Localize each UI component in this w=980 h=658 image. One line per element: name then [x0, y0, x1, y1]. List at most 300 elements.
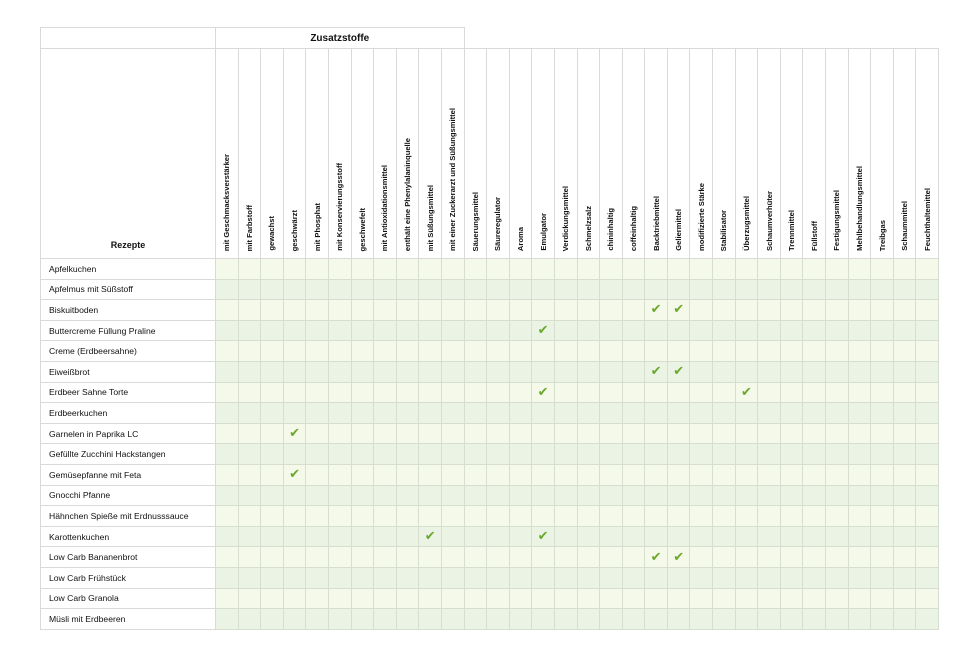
table-cell[interactable]: [713, 300, 736, 321]
table-cell[interactable]: [328, 485, 351, 506]
table-cell[interactable]: [690, 382, 713, 403]
table-cell[interactable]: [216, 341, 239, 362]
table-cell[interactable]: [713, 526, 736, 547]
table-cell[interactable]: [306, 279, 329, 300]
table-cell[interactable]: [622, 361, 645, 382]
table-cell[interactable]: [826, 588, 849, 609]
table-cell[interactable]: [916, 485, 939, 506]
table-cell[interactable]: [374, 547, 397, 568]
table-cell[interactable]: [216, 423, 239, 444]
table-cell[interactable]: [871, 279, 894, 300]
table-cell[interactable]: [464, 279, 487, 300]
table-cell[interactable]: [261, 320, 284, 341]
table-cell[interactable]: [848, 300, 871, 321]
table-cell[interactable]: [893, 506, 916, 527]
table-cell[interactable]: [487, 361, 510, 382]
table-cell[interactable]: [758, 300, 781, 321]
table-cell[interactable]: [713, 444, 736, 465]
table-cell[interactable]: [374, 567, 397, 588]
table-cell[interactable]: [871, 547, 894, 568]
table-cell[interactable]: [577, 588, 600, 609]
table-cell[interactable]: [622, 567, 645, 588]
table-cell[interactable]: [600, 567, 623, 588]
table-cell[interactable]: [622, 547, 645, 568]
table-cell[interactable]: [780, 423, 803, 444]
table-cell[interactable]: [871, 588, 894, 609]
table-cell[interactable]: [419, 361, 442, 382]
table-cell[interactable]: [487, 588, 510, 609]
table-cell[interactable]: [893, 526, 916, 547]
table-cell[interactable]: [600, 444, 623, 465]
table-cell[interactable]: [713, 609, 736, 630]
table-cell[interactable]: [893, 423, 916, 444]
table-cell[interactable]: [758, 547, 781, 568]
table-cell[interactable]: [758, 382, 781, 403]
table-cell[interactable]: [916, 588, 939, 609]
table-cell[interactable]: [871, 403, 894, 424]
table-cell[interactable]: [509, 300, 532, 321]
table-cell[interactable]: [351, 320, 374, 341]
table-cell[interactable]: [758, 320, 781, 341]
table-cell[interactable]: [532, 423, 555, 444]
table-cell[interactable]: [916, 526, 939, 547]
table-cell[interactable]: [735, 485, 758, 506]
table-cell[interactable]: [328, 423, 351, 444]
table-cell[interactable]: [216, 485, 239, 506]
table-cell[interactable]: [803, 609, 826, 630]
table-cell[interactable]: [216, 300, 239, 321]
table-cell[interactable]: [464, 361, 487, 382]
table-cell[interactable]: [645, 588, 668, 609]
table-cell[interactable]: [441, 506, 464, 527]
table-cell[interactable]: [735, 320, 758, 341]
table-cell[interactable]: [848, 526, 871, 547]
table-cell[interactable]: [667, 423, 690, 444]
table-cell[interactable]: [283, 259, 306, 280]
table-cell[interactable]: [261, 361, 284, 382]
table-cell[interactable]: [780, 300, 803, 321]
table-cell[interactable]: [306, 259, 329, 280]
table-cell[interactable]: [713, 485, 736, 506]
table-cell[interactable]: [554, 506, 577, 527]
table-cell[interactable]: [532, 361, 555, 382]
table-cell[interactable]: [328, 403, 351, 424]
table-cell[interactable]: [826, 526, 849, 547]
table-cell[interactable]: [441, 444, 464, 465]
table-cell[interactable]: [690, 444, 713, 465]
table-cell[interactable]: [600, 526, 623, 547]
table-cell[interactable]: [532, 259, 555, 280]
table-cell[interactable]: [509, 361, 532, 382]
table-cell[interactable]: [554, 444, 577, 465]
table-cell[interactable]: [758, 259, 781, 280]
table-cell[interactable]: [238, 588, 261, 609]
table-cell[interactable]: [441, 547, 464, 568]
table-cell[interactable]: [893, 361, 916, 382]
table-cell[interactable]: [600, 279, 623, 300]
table-cell[interactable]: [351, 341, 374, 362]
table-cell[interactable]: [441, 320, 464, 341]
table-cell[interactable]: [351, 485, 374, 506]
table-cell[interactable]: [667, 506, 690, 527]
table-cell[interactable]: [487, 320, 510, 341]
table-cell[interactable]: [893, 567, 916, 588]
table-cell[interactable]: [577, 423, 600, 444]
table-cell[interactable]: [803, 300, 826, 321]
table-cell[interactable]: [622, 320, 645, 341]
table-cell[interactable]: [667, 382, 690, 403]
table-cell[interactable]: [351, 403, 374, 424]
table-cell[interactable]: [893, 588, 916, 609]
table-cell[interactable]: [441, 259, 464, 280]
table-cell[interactable]: [871, 300, 894, 321]
table-cell[interactable]: [713, 320, 736, 341]
table-cell[interactable]: [464, 403, 487, 424]
table-cell[interactable]: [667, 588, 690, 609]
table-cell[interactable]: [532, 464, 555, 485]
table-cell[interactable]: [464, 485, 487, 506]
table-cell[interactable]: [916, 300, 939, 321]
table-cell[interactable]: [690, 403, 713, 424]
table-cell[interactable]: [419, 485, 442, 506]
table-cell[interactable]: [306, 382, 329, 403]
table-cell[interactable]: [261, 382, 284, 403]
table-cell[interactable]: [419, 506, 442, 527]
table-cell[interactable]: [351, 423, 374, 444]
table-cell[interactable]: [238, 506, 261, 527]
table-cell[interactable]: [871, 526, 894, 547]
table-cell[interactable]: [848, 609, 871, 630]
table-cell[interactable]: [532, 567, 555, 588]
table-cell[interactable]: [600, 341, 623, 362]
table-cell[interactable]: [667, 485, 690, 506]
table-cell[interactable]: [690, 361, 713, 382]
table-cell[interactable]: [238, 279, 261, 300]
table-cell[interactable]: [464, 609, 487, 630]
table-cell[interactable]: [396, 547, 419, 568]
table-cell[interactable]: [645, 444, 668, 465]
table-cell[interactable]: [396, 609, 419, 630]
table-cell[interactable]: [464, 526, 487, 547]
table-cell[interactable]: [554, 567, 577, 588]
table-cell[interactable]: [374, 279, 397, 300]
table-cell[interactable]: [306, 423, 329, 444]
table-cell[interactable]: [261, 485, 284, 506]
table-cell[interactable]: [509, 464, 532, 485]
table-cell[interactable]: [735, 567, 758, 588]
table-cell[interactable]: [645, 526, 668, 547]
table-cell[interactable]: [577, 506, 600, 527]
table-cell[interactable]: [487, 526, 510, 547]
table-cell[interactable]: [419, 588, 442, 609]
table-cell[interactable]: [306, 361, 329, 382]
table-cell[interactable]: [396, 320, 419, 341]
table-cell[interactable]: [803, 464, 826, 485]
table-cell[interactable]: [600, 506, 623, 527]
table-cell[interactable]: [600, 609, 623, 630]
table-cell[interactable]: [735, 547, 758, 568]
table-cell[interactable]: [216, 588, 239, 609]
table-cell[interactable]: [509, 444, 532, 465]
table-cell[interactable]: [758, 403, 781, 424]
table-cell[interactable]: [848, 361, 871, 382]
table-cell[interactable]: [622, 423, 645, 444]
table-cell[interactable]: [464, 382, 487, 403]
table-cell[interactable]: [871, 464, 894, 485]
table-cell[interactable]: [419, 547, 442, 568]
table-cell[interactable]: [419, 423, 442, 444]
table-cell[interactable]: [713, 341, 736, 362]
table-cell[interactable]: [351, 361, 374, 382]
table-cell[interactable]: [780, 485, 803, 506]
table-cell[interactable]: [554, 279, 577, 300]
table-cell[interactable]: [871, 361, 894, 382]
table-cell[interactable]: [780, 609, 803, 630]
table-cell[interactable]: [306, 506, 329, 527]
table-cell[interactable]: [419, 300, 442, 321]
table-cell[interactable]: [374, 423, 397, 444]
table-cell[interactable]: [916, 361, 939, 382]
table-cell[interactable]: [238, 547, 261, 568]
table-cell[interactable]: [622, 609, 645, 630]
table-cell[interactable]: [487, 547, 510, 568]
table-cell[interactable]: [758, 361, 781, 382]
table-cell[interactable]: [667, 464, 690, 485]
table-cell[interactable]: [487, 609, 510, 630]
table-cell[interactable]: [351, 609, 374, 630]
table-cell[interactable]: [848, 444, 871, 465]
table-cell[interactable]: [916, 403, 939, 424]
table-cell[interactable]: [328, 506, 351, 527]
table-cell[interactable]: [713, 403, 736, 424]
table-cell[interactable]: [713, 361, 736, 382]
table-cell[interactable]: [916, 320, 939, 341]
table-cell[interactable]: [758, 506, 781, 527]
table-cell[interactable]: [441, 279, 464, 300]
table-cell[interactable]: [600, 403, 623, 424]
table-cell[interactable]: [283, 609, 306, 630]
table-cell[interactable]: [216, 444, 239, 465]
table-cell[interactable]: [396, 464, 419, 485]
table-cell[interactable]: [532, 403, 555, 424]
table-cell[interactable]: [780, 464, 803, 485]
table-cell[interactable]: [419, 259, 442, 280]
table-cell[interactable]: [645, 300, 668, 321]
table-cell[interactable]: [645, 423, 668, 444]
table-cell[interactable]: [238, 320, 261, 341]
table-cell[interactable]: [713, 279, 736, 300]
table-cell[interactable]: [419, 382, 442, 403]
table-cell[interactable]: [893, 464, 916, 485]
table-cell[interactable]: [328, 382, 351, 403]
table-cell[interactable]: [261, 588, 284, 609]
table-cell[interactable]: [306, 588, 329, 609]
table-cell[interactable]: [916, 444, 939, 465]
table-cell[interactable]: [419, 444, 442, 465]
table-cell[interactable]: [758, 279, 781, 300]
table-cell[interactable]: [374, 506, 397, 527]
table-cell[interactable]: [464, 506, 487, 527]
table-cell[interactable]: [690, 485, 713, 506]
table-cell[interactable]: [893, 403, 916, 424]
table-cell[interactable]: [713, 547, 736, 568]
table-cell[interactable]: [487, 485, 510, 506]
table-cell[interactable]: [780, 588, 803, 609]
table-cell[interactable]: [554, 403, 577, 424]
table-cell[interactable]: [419, 320, 442, 341]
table-cell[interactable]: [419, 526, 442, 547]
table-cell[interactable]: [374, 361, 397, 382]
table-cell[interactable]: [351, 300, 374, 321]
table-cell[interactable]: [848, 341, 871, 362]
table-cell[interactable]: [622, 259, 645, 280]
table-cell[interactable]: [645, 320, 668, 341]
table-cell[interactable]: [735, 361, 758, 382]
table-cell[interactable]: [261, 444, 284, 465]
table-cell[interactable]: [622, 341, 645, 362]
table-cell[interactable]: [396, 423, 419, 444]
table-cell[interactable]: [758, 588, 781, 609]
table-cell[interactable]: [374, 464, 397, 485]
table-cell[interactable]: [803, 423, 826, 444]
table-cell[interactable]: [261, 403, 284, 424]
table-cell[interactable]: [848, 464, 871, 485]
table-cell[interactable]: [600, 588, 623, 609]
table-cell[interactable]: [577, 259, 600, 280]
table-cell[interactable]: [848, 423, 871, 444]
table-cell[interactable]: [216, 403, 239, 424]
table-cell[interactable]: [667, 526, 690, 547]
table-cell[interactable]: [803, 547, 826, 568]
table-cell[interactable]: [645, 341, 668, 362]
table-cell[interactable]: [871, 485, 894, 506]
table-cell[interactable]: [532, 588, 555, 609]
table-cell[interactable]: [713, 567, 736, 588]
table-cell[interactable]: [803, 341, 826, 362]
table-cell[interactable]: [532, 341, 555, 362]
table-cell[interactable]: [487, 403, 510, 424]
table-cell[interactable]: [803, 485, 826, 506]
table-cell[interactable]: [600, 300, 623, 321]
table-cell[interactable]: [238, 341, 261, 362]
table-cell[interactable]: [532, 382, 555, 403]
table-cell[interactable]: [622, 506, 645, 527]
table-cell[interactable]: [871, 567, 894, 588]
table-cell[interactable]: [554, 464, 577, 485]
table-cell[interactable]: [464, 588, 487, 609]
table-cell[interactable]: [667, 547, 690, 568]
table-cell[interactable]: [667, 609, 690, 630]
table-cell[interactable]: [871, 382, 894, 403]
table-cell[interactable]: [826, 259, 849, 280]
table-cell[interactable]: [848, 259, 871, 280]
table-cell[interactable]: [509, 506, 532, 527]
table-cell[interactable]: [283, 300, 306, 321]
table-cell[interactable]: [690, 526, 713, 547]
table-cell[interactable]: [487, 279, 510, 300]
table-cell[interactable]: [283, 547, 306, 568]
table-cell[interactable]: [306, 341, 329, 362]
table-cell[interactable]: [893, 547, 916, 568]
table-cell[interactable]: [893, 444, 916, 465]
table-cell[interactable]: [826, 300, 849, 321]
table-cell[interactable]: [916, 259, 939, 280]
table-cell[interactable]: [826, 485, 849, 506]
table-cell[interactable]: [374, 609, 397, 630]
table-cell[interactable]: [803, 403, 826, 424]
table-cell[interactable]: [758, 567, 781, 588]
table-cell[interactable]: [713, 259, 736, 280]
table-cell[interactable]: [803, 567, 826, 588]
table-cell[interactable]: [351, 259, 374, 280]
table-cell[interactable]: [848, 485, 871, 506]
table-cell[interactable]: [351, 567, 374, 588]
table-cell[interactable]: [554, 259, 577, 280]
table-cell[interactable]: [283, 403, 306, 424]
table-cell[interactable]: [396, 526, 419, 547]
table-cell[interactable]: [328, 609, 351, 630]
table-cell[interactable]: [509, 259, 532, 280]
table-cell[interactable]: [419, 464, 442, 485]
table-cell[interactable]: [328, 464, 351, 485]
table-cell[interactable]: [826, 506, 849, 527]
table-cell[interactable]: [758, 423, 781, 444]
table-cell[interactable]: [758, 609, 781, 630]
table-cell[interactable]: [758, 485, 781, 506]
table-cell[interactable]: [577, 382, 600, 403]
table-cell[interactable]: [464, 567, 487, 588]
table-cell[interactable]: [780, 279, 803, 300]
table-cell[interactable]: [690, 547, 713, 568]
table-cell[interactable]: [351, 464, 374, 485]
table-cell[interactable]: [261, 506, 284, 527]
table-cell[interactable]: [667, 361, 690, 382]
table-cell[interactable]: [351, 382, 374, 403]
table-cell[interactable]: [713, 464, 736, 485]
table-cell[interactable]: [848, 382, 871, 403]
table-cell[interactable]: [826, 403, 849, 424]
table-cell[interactable]: [577, 320, 600, 341]
table-cell[interactable]: [577, 609, 600, 630]
table-cell[interactable]: [487, 300, 510, 321]
table-cell[interactable]: [645, 506, 668, 527]
table-cell[interactable]: [758, 341, 781, 362]
table-cell[interactable]: [532, 506, 555, 527]
table-cell[interactable]: [916, 547, 939, 568]
table-cell[interactable]: [554, 341, 577, 362]
table-cell[interactable]: [509, 423, 532, 444]
table-cell[interactable]: [780, 259, 803, 280]
table-cell[interactable]: [645, 382, 668, 403]
table-cell[interactable]: [487, 423, 510, 444]
table-cell[interactable]: [893, 341, 916, 362]
table-cell[interactable]: [893, 259, 916, 280]
table-cell[interactable]: [328, 526, 351, 547]
table-cell[interactable]: [328, 300, 351, 321]
table-cell[interactable]: [238, 259, 261, 280]
table-cell[interactable]: [916, 279, 939, 300]
table-cell[interactable]: [328, 341, 351, 362]
table-cell[interactable]: [441, 485, 464, 506]
table-cell[interactable]: [690, 300, 713, 321]
table-cell[interactable]: [667, 320, 690, 341]
table-cell[interactable]: [328, 444, 351, 465]
table-cell[interactable]: [735, 444, 758, 465]
table-cell[interactable]: [645, 361, 668, 382]
table-cell[interactable]: [283, 506, 306, 527]
table-cell[interactable]: [396, 403, 419, 424]
table-cell[interactable]: [306, 567, 329, 588]
